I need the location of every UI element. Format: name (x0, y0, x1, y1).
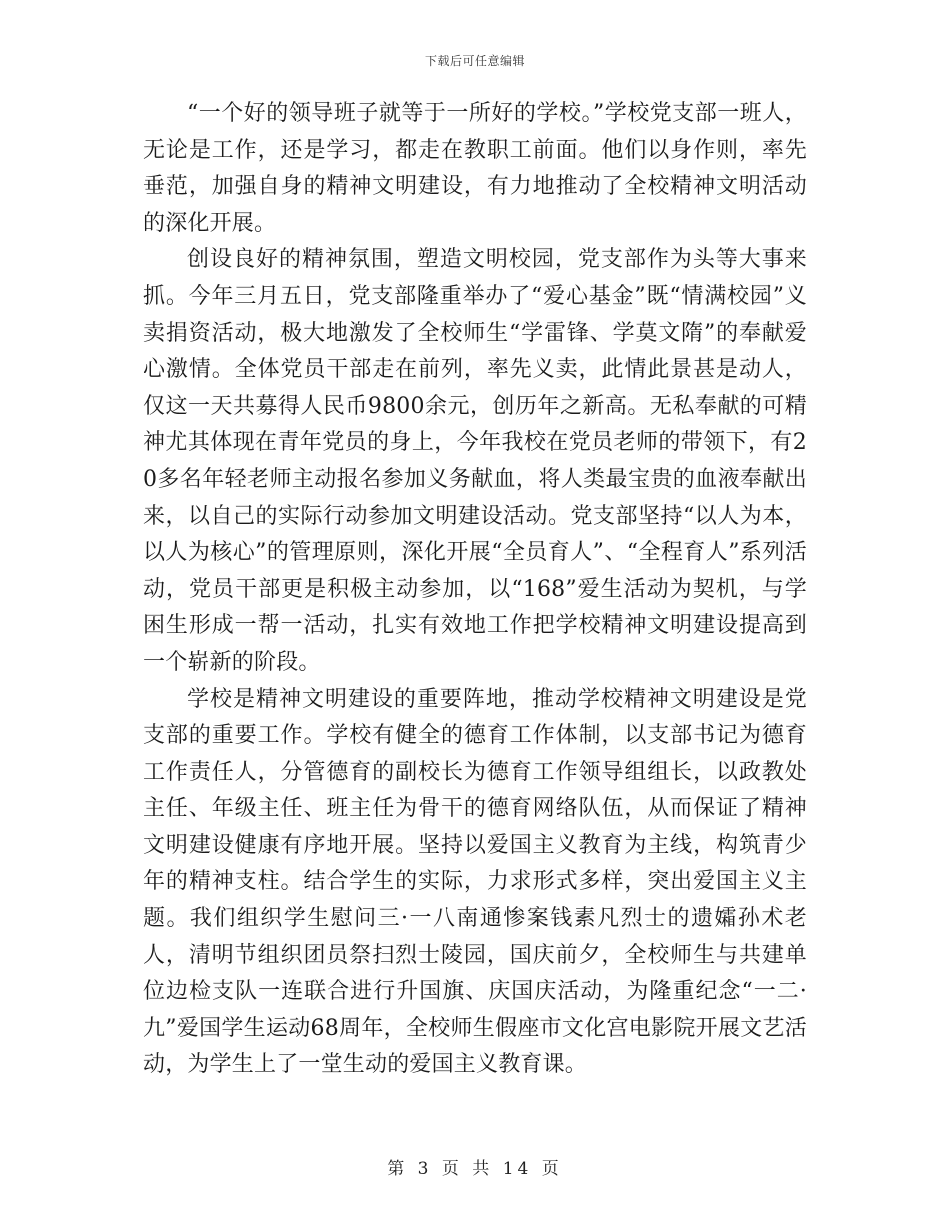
paragraph-3: 学校是精神文明建设的重要阵地，推动学校精神文明建设是党支部的重要工作。学校有健全的德育工作体制，以支部书记为德育工作责任人，分管德育的副校长为德育工作领导组组长，以政教处主任、年级主任、班主任为骨干的德育网络队伍，从而保证了精神文明建设健康有序地开展。坚持以爱国主义教育为主线，构筑青少年的精神支柱。结合学生的实际，力求形式多样，突出爱国主义主题。我们组织学生慰问三·一八南通惨案钱素凡烈士的遗孀孙术老人，清明节组织团员祭扫烈士陵园，国庆前夕，全校师生与共建单位边检支队一连联合进行升国旗、庆国庆活动，为隆重纪念“一二·九”爱国学生运动68周年，全校师生假座市文化宫电影院开展文艺活动，为学生上了一堂生动的爱国主义教育课。 (143, 686, 807, 1078)
document-body (143, 96, 807, 1084)
page-header-note: 下载后可任意编辑 (424, 54, 525, 68)
paragraph-1: “一个好的领导班子就等于一所好的学校。”学校党支部一班人，无论是工作，还是学习，都走在教职工前面。他们以身作则，率先垂范，加强自身的精神文明建设，有力地推动了全校精神文明活动的深化开展。 (143, 101, 807, 236)
page-number-footer: 第 3 页 共 14 页 (387, 1159, 563, 1179)
paragraph-2: 创设良好的精神氛围，塑造文明校园，党支部作为头等大事来抓。今年三月五日，党支部隆重举办了“爱心基金”既“情满校园”义卖捐资活动，极大地激发了全校师生“学雷锋、学莫文隋”的奉献爱心激情。全体党员干部走在前列，率先义卖，此情此景甚是动人，仅这一天共募得人民币9800余元，创历年之新高。无私奉献的可精神尤其体现在青年党员的身上，今年我校在党员老师的带领下，有20多名年轻老师主动报名参加义务献血，将人类最宝贵的血液奉献出来，以自己的实际行动参加文明建设活动。党支部坚持“以人为本，以人为核心”的管理原则，深化开展“全员育人”、“全程育人”系列活动，党员干部更是积极主动参加，以“168”爱生活动为契机，与学困生形成一帮一活动，扎实有效地工作把学校精神文明建设提高到一个崭新的阶段。 (143, 247, 807, 675)
